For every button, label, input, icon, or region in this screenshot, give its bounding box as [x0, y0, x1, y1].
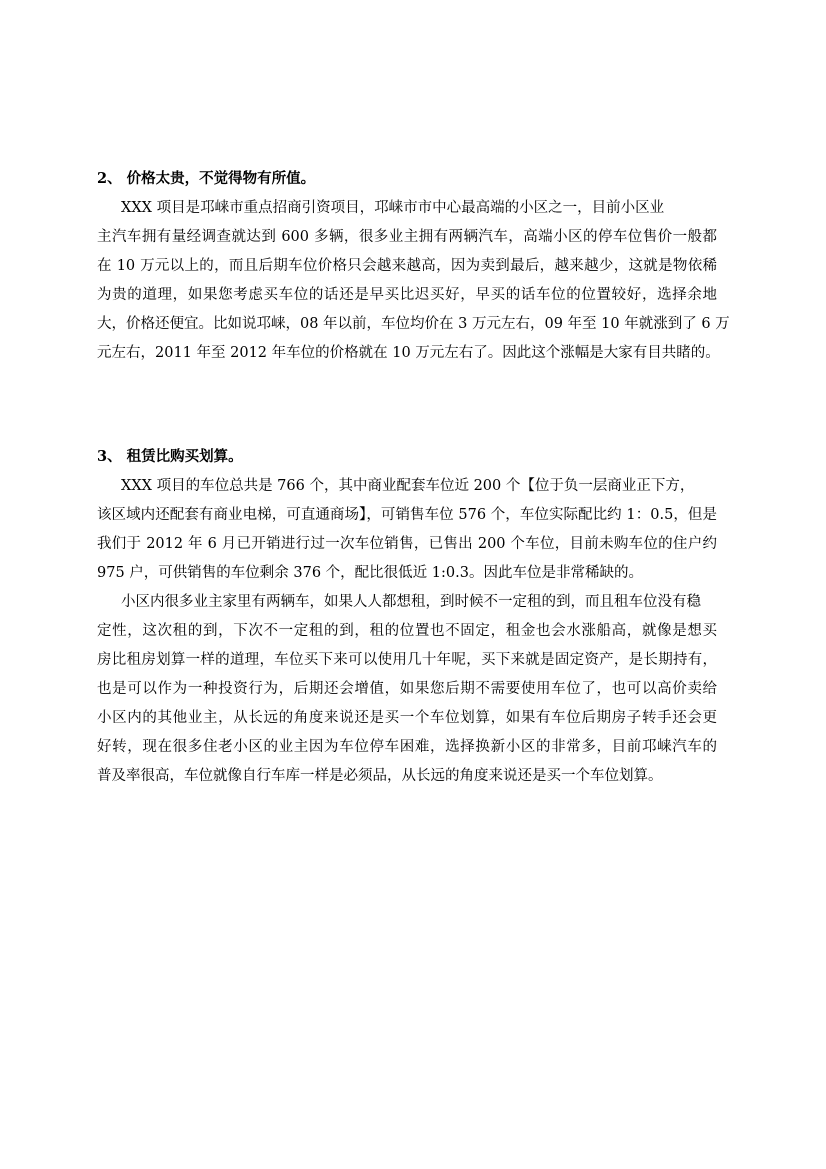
section-3-para1-line: XXX 项目的车位总共是 766 个，其中商业配套车位近 200 个【位于负一层商业正下方， — [121, 478, 695, 494]
section-2-heading: 2、 价格太贵，不觉得物有所值。 — [97, 170, 316, 187]
section-2-line: 大，价格还便宜。比如说邛崃，08 年以前，车位均价在 3 万元左右，09 年至 10 年就涨到了 6 万 — [97, 316, 730, 332]
section-2-line: 主汽车拥有量经调查就达到 600 多辆，很多业主拥有两辆汽车，高端小区的停车位售价一般都 — [97, 229, 717, 245]
section-2-line: 在 10 万元以上的，而且后期车位价格只会越来越高，因为卖到最后，越来越少，这就是物依稀 — [97, 258, 717, 274]
section-2-line: 元左右，2011 年至 2012 年车位的价格就在 10 万元左右了。因此这个涨幅是大家有目共睹的。 — [97, 345, 720, 361]
section-3-para2-line: 小区内很多业主家里有两辆车，如果人人都想租，到时候不一定租的到，而且租车位没有稳 — [121, 594, 701, 610]
section-3-para2-line: 定性，这次租的到，下次不一定租的到，租的位置也不固定，租金也会水涨船高，就像是想买 — [97, 623, 717, 639]
section-3-para2-line: 小区内的其他业主，从长远的角度来说还是买一个车位划算，如果有车位后期房子转手还会更 — [97, 710, 717, 726]
section-3-para2-line: 也是可以作为一种投资行为，后期还会增值，如果您后期不需要使用车位了，也可以高价卖给 — [97, 681, 717, 697]
section-3-para2-line: 房比租房划算一样的道理，车位买下来可以使用几十年呢，买下来就是固定资产，是长期持有， — [97, 652, 717, 668]
section-3-para1-line: 我们于 2012 年 6 月已开销进行过一次车位销售，已售出 200 个车位，目前未购车位的住户约 — [97, 536, 717, 552]
section-2-line: XXX 项目是邛崃市重点招商引资项目，邛崃市市中心最高端的小区之一，目前小区业 — [121, 200, 665, 216]
section-2-line: 为贵的道理，如果您考虑买车位的话还是早买比迟买好，早买的话车位的位置较好，选择余地 — [97, 287, 717, 303]
section-3-para1-line: 该区域内还配套有商业电梯，可直通商场】，可销售车位 576 个，车位实际配比约 1：0.5，但是 — [97, 507, 717, 523]
section-3-para2-line: 普及率很高，车位就像自行车库一样是必须品，从长远的角度来说还是买一个车位划算。 — [97, 768, 663, 784]
section-3-para2-line: 好转，现在很多住老小区的业主因为车位停车困难，选择换新小区的非常多，目前邛崃汽车的 — [97, 739, 717, 755]
section-3-para1-line: 975 户，可供销售的车位剩余 376 个，配比很低近 1:0.3。因此车位是非常稀缺的。 — [97, 565, 643, 581]
section-3-heading: 3、 租赁比购买划算。 — [97, 448, 243, 465]
